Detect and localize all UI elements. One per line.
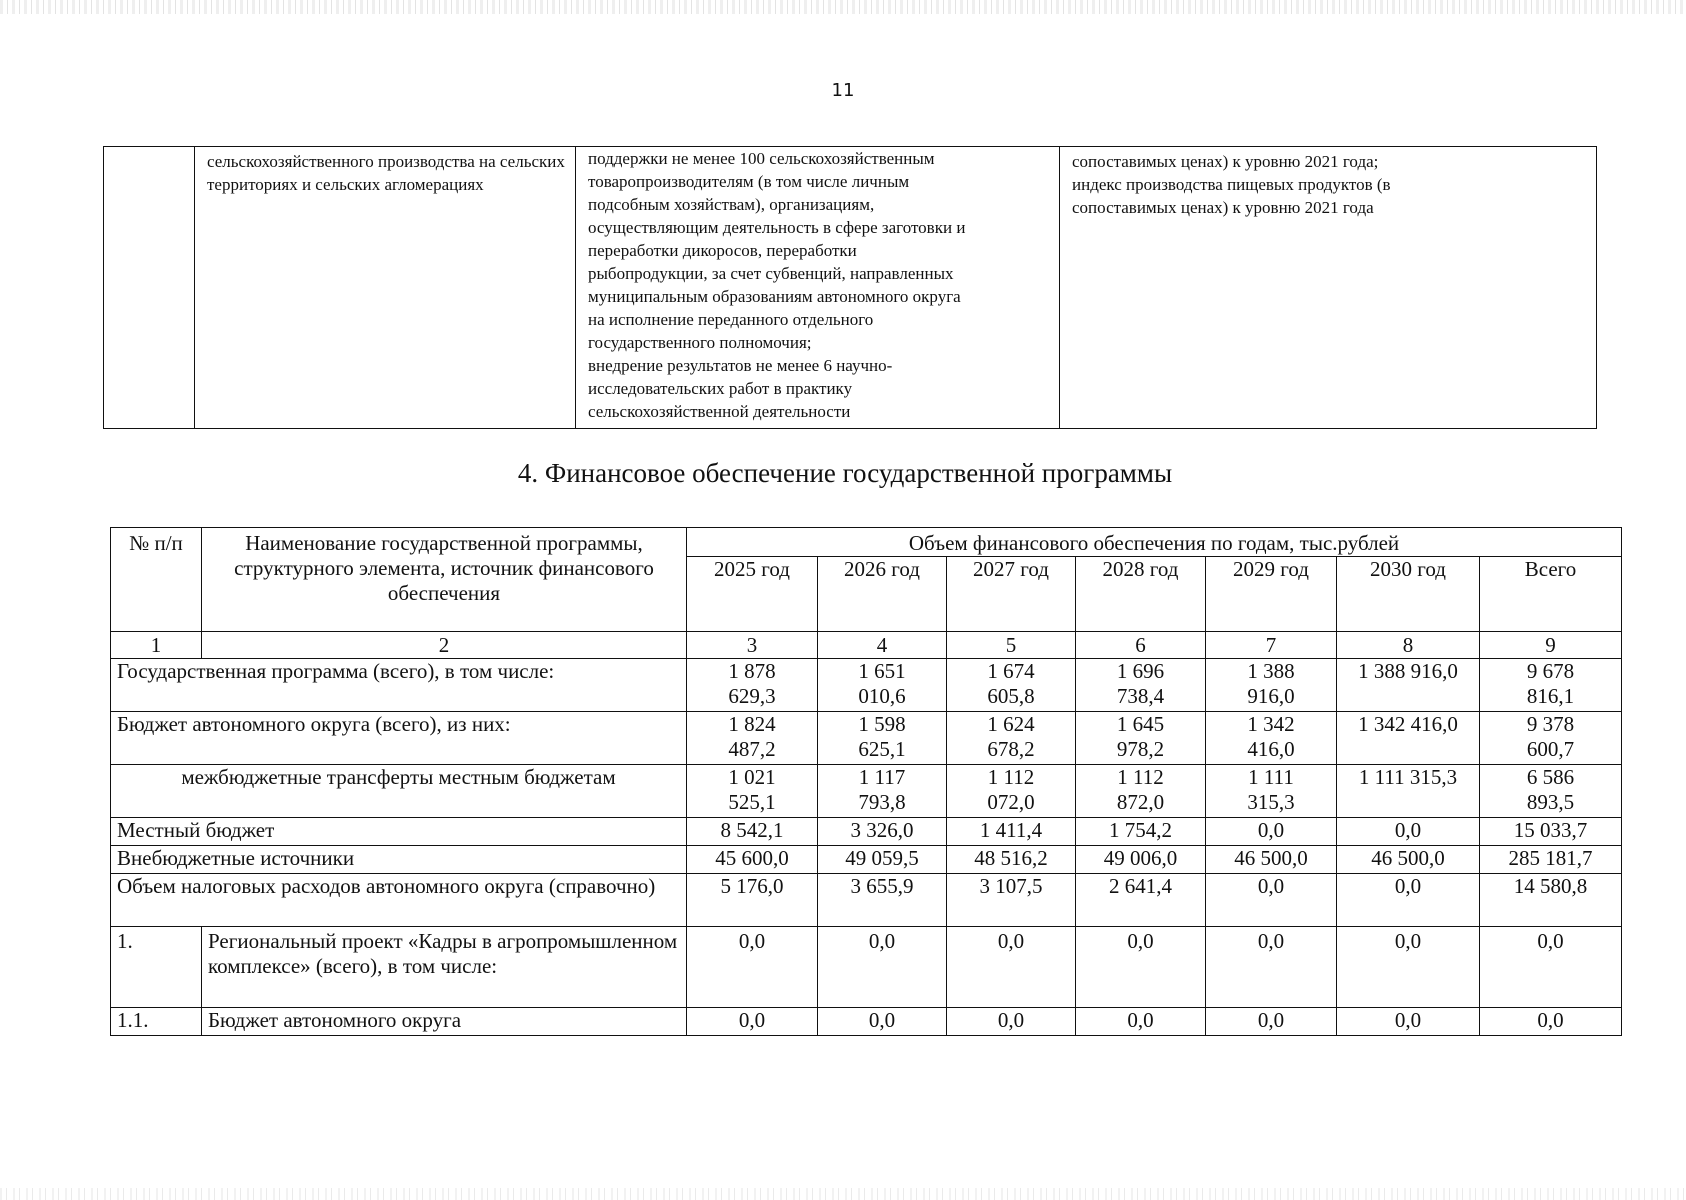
row-label: Бюджет автономного округа (202, 1008, 687, 1036)
value-cell (1337, 659, 1480, 712)
column-number: 1 (111, 632, 202, 659)
value-line: 605,8 (987, 684, 1035, 708)
continuation-cell-d (1060, 147, 1597, 429)
column-number: 8 (1337, 632, 1480, 659)
table-row (111, 659, 1622, 712)
text-line: сельскохозяйственной деятельности (588, 402, 851, 421)
value-line: 629,3 (728, 684, 776, 708)
value-line: 9 378 (1526, 712, 1575, 736)
value-cell: 0,0 (947, 927, 1076, 1008)
continuation-cell-empty (104, 147, 195, 429)
value-cell (947, 765, 1076, 818)
value-line: 916,0 (1247, 684, 1295, 708)
value-line: 1 021 (728, 765, 776, 789)
value-line: 1 824 (728, 712, 776, 736)
section-title: 4. Финансовое обеспечение государственной программы (517, 458, 1173, 488)
column-number: 3 (687, 632, 818, 659)
finance-table (110, 527, 1622, 1036)
row-label: Местный бюджет (111, 818, 687, 846)
value-line: 1 674 (987, 659, 1035, 683)
text-line: индекс производства пищевых продуктов (в (1072, 175, 1391, 194)
value-cell (1206, 712, 1337, 765)
value-cell: 48 516,2 (947, 846, 1076, 874)
text-line: внедрение результатов не менее 6 научно- (588, 356, 893, 375)
value-cell: 0,0 (1206, 818, 1337, 846)
value-cell: 5 176,0 (687, 874, 818, 927)
value-cell: 0,0 (1337, 818, 1480, 846)
header-group: Объем финансового обеспечения по годам, тыс.рублей (687, 528, 1622, 557)
text-line: товаропроизводителям (в том числе личным (588, 172, 910, 191)
value-cell: 3 655,9 (818, 874, 947, 927)
value-line: 678,2 (987, 737, 1035, 761)
table-row (111, 712, 1622, 765)
row-num: 1. (111, 927, 202, 1008)
continuation-cell-c (576, 147, 1060, 429)
value-cell: 14 580,8 (1480, 874, 1622, 927)
value-cell (687, 712, 818, 765)
value-cell (1337, 765, 1480, 818)
value-cell (687, 765, 818, 818)
value-cell (1076, 765, 1206, 818)
value-cell: 0,0 (947, 1008, 1076, 1036)
value-cell: 46 500,0 (1206, 846, 1337, 874)
value-line: 1 388 916,0 (1358, 659, 1458, 683)
value-line: 315,3 (1247, 790, 1295, 814)
text-line: рыбопродукции, за счет субвенций, направленных (588, 264, 954, 283)
text-line: поддержки не менее 100 сельскохозяйственным (588, 149, 935, 168)
column-number-row (111, 632, 1622, 659)
value-cell: 0,0 (687, 1008, 818, 1036)
value-cell: 3 107,5 (947, 874, 1076, 927)
value-cell (1480, 765, 1622, 818)
value-line: 1 651 (858, 659, 906, 683)
continuation-table (103, 146, 1597, 429)
value-cell: 1 754,2 (1076, 818, 1206, 846)
value-cell (1076, 712, 1206, 765)
value-cell (1480, 659, 1622, 712)
value-line: 1 696 (1116, 659, 1165, 683)
value-line: 1 342 (1247, 712, 1295, 736)
value-line: 487,2 (728, 737, 776, 761)
value-line: 816,1 (1526, 684, 1575, 708)
column-number: 6 (1076, 632, 1206, 659)
value-line: 793,8 (858, 790, 906, 814)
value-line: 600,7 (1526, 737, 1575, 761)
value-line: 1 111 315,3 (1358, 765, 1458, 789)
column-number: 4 (818, 632, 947, 659)
column-number: 2 (202, 632, 687, 659)
text-line: муниципальным образованиям автономного округа (588, 287, 961, 306)
value-cell (1337, 712, 1480, 765)
continuation-row (104, 147, 1597, 429)
value-cell: 0,0 (1076, 927, 1206, 1008)
value-cell: 46 500,0 (1337, 846, 1480, 874)
value-line: 1 112 (1117, 765, 1164, 789)
header-num: № п/п (111, 528, 202, 632)
text-line: осуществляющим деятельность в сфере заготовки и (588, 218, 966, 237)
header-name: Наименование государственной программы, структурного элемента, источник финансового обеспечения (202, 528, 687, 632)
text-line: переработки дикоросов, переработки (588, 241, 857, 260)
value-line: 872,0 (1116, 790, 1165, 814)
value-cell: 0,0 (1206, 874, 1337, 927)
text-line: государственного полномочия; (588, 333, 812, 352)
value-cell (1206, 765, 1337, 818)
value-cell (1480, 712, 1622, 765)
value-cell: 0,0 (1337, 1008, 1480, 1036)
value-line: 1 645 (1116, 712, 1165, 736)
value-cell (687, 659, 818, 712)
value-cell: 15 033,7 (1480, 818, 1622, 846)
value-cell: 0,0 (818, 1008, 947, 1036)
value-line: 1 624 (987, 712, 1035, 736)
table-row (111, 1008, 1622, 1036)
value-cell (947, 659, 1076, 712)
value-cell: 0,0 (1337, 927, 1480, 1008)
value-line: 010,6 (858, 684, 906, 708)
value-cell: 0,0 (818, 927, 947, 1008)
value-line: 1 878 (728, 659, 776, 683)
header-year: 2030 год (1337, 557, 1480, 632)
column-number: 9 (1480, 632, 1622, 659)
row-label: межбюджетные трансферты местным бюджетам (111, 765, 687, 818)
continuation-cell-b: сельскохозяйственного производства на сельских территориях и сельских агломерациях (195, 147, 576, 429)
value-line: 893,5 (1526, 790, 1575, 814)
text-line: сопоставимых ценах) к уровню 2021 года (1072, 198, 1374, 217)
value-cell: 0,0 (1480, 927, 1622, 1008)
value-cell (818, 712, 947, 765)
text-line: на исполнение переданного отдельного (588, 310, 874, 329)
value-line: 1 111 (1248, 765, 1294, 789)
header-year: 2026 год (818, 557, 947, 632)
value-line: 1 342 416,0 (1358, 712, 1458, 736)
scan-edge-top (0, 0, 1686, 14)
value-line: 625,1 (858, 737, 906, 761)
table-row (111, 846, 1622, 874)
value-line: 1 388 (1247, 659, 1295, 683)
value-cell: 2 641,4 (1076, 874, 1206, 927)
header-year: 2029 год (1206, 557, 1337, 632)
value-cell: 0,0 (1076, 1008, 1206, 1036)
value-cell: 3 326,0 (818, 818, 947, 846)
row-label: Бюджет автономного округа (всего), из них: (111, 712, 687, 765)
value-line: 9 678 (1526, 659, 1575, 683)
value-cell: 49 059,5 (818, 846, 947, 874)
value-line: 416,0 (1247, 737, 1295, 761)
row-label: Региональный проект «Кадры в агропромышленном комплексе» (всего), в том числе: (202, 927, 687, 1008)
header-year: 2028 год (1076, 557, 1206, 632)
header-year: 2027 год (947, 557, 1076, 632)
header-row-1 (111, 528, 1622, 557)
value-cell: 45 600,0 (687, 846, 818, 874)
table-row (111, 765, 1622, 818)
column-number: 5 (947, 632, 1076, 659)
value-line: 1 598 (858, 712, 906, 736)
value-cell: 8 542,1 (687, 818, 818, 846)
row-label: Государственная программа (всего), в том числе: (111, 659, 687, 712)
value-cell: 0,0 (1337, 874, 1480, 927)
value-cell: 1 411,4 (947, 818, 1076, 846)
value-line: 1 117 (858, 765, 906, 789)
value-cell (1076, 659, 1206, 712)
value-line: 1 112 (987, 765, 1035, 789)
value-line: 072,0 (987, 790, 1035, 814)
header-year: 2025 год (687, 557, 818, 632)
row-num: 1.1. (111, 1008, 202, 1036)
value-cell: 0,0 (1206, 1008, 1337, 1036)
table-row (111, 818, 1622, 846)
value-cell: 285 181,7 (1480, 846, 1622, 874)
value-cell (947, 712, 1076, 765)
value-cell (818, 765, 947, 818)
value-cell: 0,0 (1206, 927, 1337, 1008)
table-row (111, 927, 1622, 1008)
column-number: 7 (1206, 632, 1337, 659)
text-line: исследовательских работ в практику (588, 379, 853, 398)
page-number: 11 (831, 80, 855, 101)
value-line: 978,2 (1116, 737, 1165, 761)
text-line: сопоставимых ценах) к уровню 2021 года; (1072, 152, 1379, 171)
table-row (111, 874, 1622, 927)
value-cell (818, 659, 947, 712)
value-cell: 0,0 (687, 927, 818, 1008)
value-line: 6 586 (1526, 765, 1575, 789)
header-total: Всего (1480, 557, 1622, 632)
row-label: Объем налоговых расходов автономного округа (справочно) (111, 874, 687, 927)
value-line: 738,4 (1116, 684, 1165, 708)
scan-edge-bottom (0, 1188, 1686, 1200)
value-line: 525,1 (728, 790, 776, 814)
value-cell (1206, 659, 1337, 712)
text-line: подсобным хозяйствам), организациям, (588, 195, 875, 214)
value-cell: 0,0 (1480, 1008, 1622, 1036)
row-label: Внебюджетные источники (111, 846, 687, 874)
value-cell: 49 006,0 (1076, 846, 1206, 874)
